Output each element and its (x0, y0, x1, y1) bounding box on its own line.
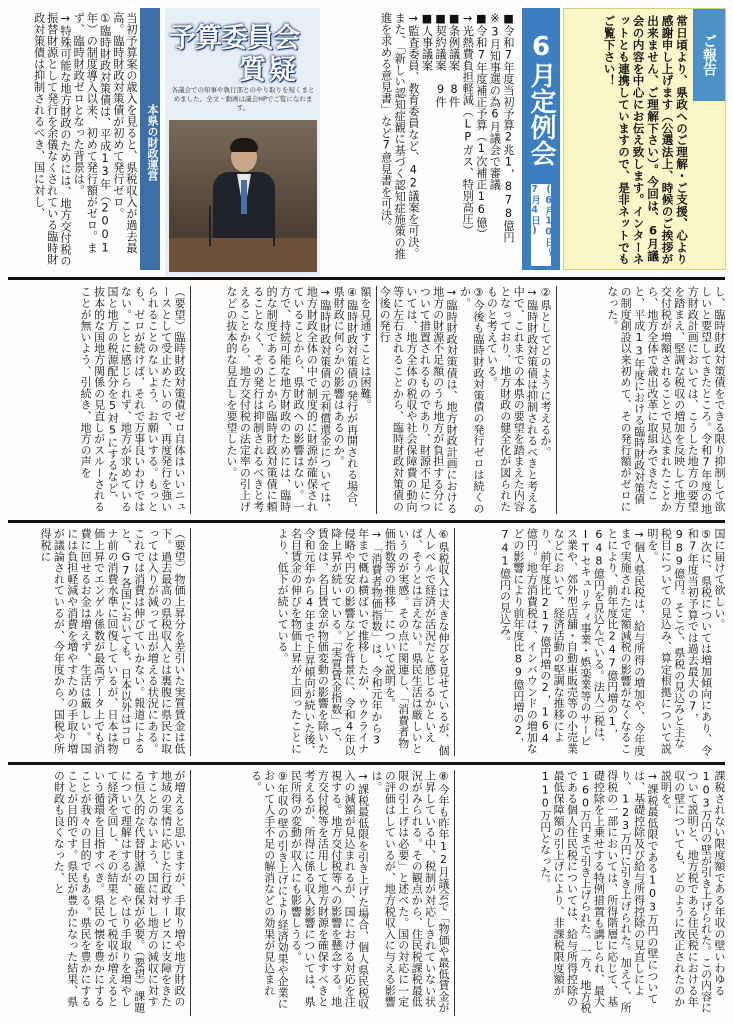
teiki-banner (522, 8, 560, 270)
budget-committee-section (165, 8, 320, 276)
row3-col2: ⑥県税収入は大きな伸びを見せているが、個人レベルで経済が活況だと感じるかといえば、そうとは言えない。県民生活は厳しいというのが実感。その点に関連し、「消費者物価指数等の推移」について説明を。 →「消費者物価指数」は、令和元年から3年まで概ね横ばいで推移したが、ウクライナ侵略や円安の影響などを背景に、令和4年以降上昇が続いている。「実質賃金指数」で、賃金は、名目賃金が物価変動の影響を除いた令和元年から4年まで上昇傾向が続いた後、名目賃金の伸びを物価上昇が上回ったことにより、低下が続いている。 (276, 528, 450, 756)
divider-1 (8, 277, 725, 280)
col-rule (556, 286, 557, 514)
row4-col3: が増えると思いますが、手取り増や地方財政の地域の実情に応じた行政サービスに支障をきたすことのないよう、国に対し地方の減収に対する恒久的な代替財源の確保が必要。（要望）課題について理解はするが、やはり手取りを増やして経済を回し、その結果として税収が増えるという循環を目指すべき。県民の懐を豊かにすることが我々の目的でもある。県民を豊かにすることが目的です。県民が豊かになった結果、県の財政も良くなった、と (52, 770, 186, 1014)
budget-committee-title (169, 14, 317, 86)
report-tag: ご報告 (693, 9, 725, 101)
section-caption: 各議会での知事や執行部とのやり取りを短くまとめました。全文・動画は議会HPでご覧になれます。 (171, 86, 315, 112)
col-rule (454, 528, 455, 756)
row2-col1: し、臨時財政対策債をできる限り抑制して欲しいと要望してきたところ。令和7年度の地方財政計画においては、こうした地方の要望を踏まえ、堅調な税収の増加を反映して地方交付税が増額されることで見込まれたことから、地方全体で歳出改革に取組みできたこと、平成13年度における臨時財政対策債の制度創設以来初めて、その発行額がゼロになった。 (605, 286, 726, 514)
row3-col1: 国に届けて欲しい。 ⑤次に、県税については増加傾向にあり、令和7年度当初予算では過去最大の7，989億円。そこで、県税の見込みと主な税目についての見込み、算定根拠について説明を。 →個人県民税は、給与所得の増加や、今年度まで実施された定額減税の影響がなくなることにより、前年度比247億円増の1，648億円を見込んでいる。法人二税は、ITセキュリティ事業・娯楽業等のサービス業や、郊外型店舗・自動車販売等の小売業などにおいて、経済活動の堅調な推移により、前年度比217億円増の2，164億円。地方消費税は、インバウンドの増加などの影響により前年度比89億円増の2，741億円の見込み。 (498, 528, 726, 756)
row2-col2: ②県としてどのように考えるか。 →臨時財政対策債は抑制されるべきと考える中で、これまでの本県の要望を踏まえた内容となっており、地方財政の健全化が図られたものと考えている。 ③今後も臨時財政対策債の発行ゼロは続くのか。 →臨時財政対策債は、地方財政計画における地方の財源不足額のうち地方が負担する分について措置されるものであり、財源不足については、地方全体の税収や社会保障費の動向等に左右されることから、臨時財政対策債の今後の発行 (378, 286, 552, 514)
row2-col4: （要望）臨時財政対策債ゼロ自体はいいニュースとして受止めたいので、再度発行を強いられることのないよう、お願いする。もっとも、ゼロが続けば、それで万事良いわけではない。ことに感じられず、地方が求めている国と地方の税源配分を5対5にするなど、抜本的な国地方関係の見直しがスルーされることが無いよう、引続き、地方の声を (79, 286, 186, 512)
col-rule (190, 770, 191, 1016)
row4-col1: 課税されない限度額である年収の壁いわゆる103万円の壁が引き上げられた。この内容について説明と、地方税である住民税における年収の壁についても、どのように改正されたのか説明を。 →課税最低限である103万円の壁については、基礎控除及び給与所得控除の見直しにより、123万円に引き上げられた。加えて、所得税の一部においては、所得階層に応じて、基礎控除を上乗せする特例措置も講じられ、最大160万円まで引き上げられた。一方、地方税である個人住民税については、給与所得控除の最低保障額の引上げにより、非課税限度額が110万円となった。 (538, 770, 726, 1014)
report-text: 常日頃より、県政へのご理解・ご支援、心より感謝申し上げます（公選法上、時候のご挨拶が出来ません、ご理解下さい）。今回は、6月議会の内容を中心にお伝え致します。インターネットとも連携していますので、是非ネットでもご覧下さい！ (602, 15, 689, 265)
row3-col3: （要望）物価上昇分を差引いた実質賃金は低下。過去最高の県税収入とは裏腹に県民に取っては入りが減って出が増える状況にある。これでは消費は伸びていかない。報道によると、G7各国においても、日本以外はコロナ前の消費水準に回復しているが、日本は物価上昇でエンゲル係数が最高データ上でも消費に回せるお金は増えず、生活は厳しい。国には負担軽減や消費を増やすための手取り増が議論されているが、今年度から、国税や所得税に (38, 528, 186, 754)
row2-col3: 額を見通すことは困難。 ④臨時財政対策債の発行が再開される場合、県財政に何らかの影響はあるのか。 →臨時財政対策債の元利償還金については、地方財政全体の中で制度的に財源が確保されていることから、県財政への影響はない。一方で、持続可能な地方財政のためには、臨時的な制度であることから臨時財政対策債に頼ることなく、その発行は抑制されるべきと考えることから、地方交付税の法定率の引上げなどの抜本的な見直しを要望したい。 (224, 286, 372, 514)
speaker-photo (169, 120, 317, 272)
title-line-2: 質疑 (239, 55, 299, 86)
topic-label: 本県の財政運営 (140, 8, 160, 270)
col-rule (454, 770, 455, 1016)
col-rule (376, 286, 377, 514)
divider-2 (8, 520, 725, 523)
col-rule (190, 528, 191, 756)
row4-col2: ⑧今年も昨年12月議会で「物価や最低賃金が上昇している中、税制が対応しきれていない状況がみられる。その観点から、住民税課税最低限の引上げは必要」と述べた。国の対応に一定の評価はしているが、地方税収入に与える影響は。 →課税最低限を引き上げた場合、個人県民税収入の減額が見込まれるが、国における対応を注視する。地方交付税等への影響を懸念する。地方交付税等を活用して地方財源を確保すべきと考えるが、所得に係る収入影響については、県民所得の変動が収入にも影響しうる。 ⑨年収の壁の引き上げにより経済効果や企業において人手不足の解消などの効果が見込まれる。 (249, 770, 450, 1014)
intro-text: 当初予算案の歳入を見ると、県税収入が過去最高。臨時財政対策債が初めて発行ゼロ。 ①臨時財政対策債は、平成13年（2001年）の制度導入以来、初めて発行額がゼロ。まず、臨時財政ゼロとなった背景は。 →特殊可能な地方財政のためには、地方交付税の振替財源として発行を余儀なくされている臨時財政対策債は抑制されるべき、国に対し、 (32, 12, 138, 267)
report-box (563, 8, 726, 270)
teiki-title: 6月定例会 (526, 32, 556, 166)
col-rule (190, 286, 191, 514)
teiki-dates: (6月10日〜7月4日) (531, 184, 551, 266)
title-line-1: 予算委員会 (169, 23, 299, 54)
divider-3 (8, 762, 725, 765)
session-summary: ■令和7年度当初予算2兆1，878億円 ※3月知事選の為6月議会で審議 ■令和7年度補正予算（1次補正16億） →光熱費負担軽減（LPガス、特別高圧） ■条例議案 8件 ■契約議案 9件 ■人事議案 →監査委員、教育委員など、42議案を可決。 また、「新しい認知症観に基づく認知症施策の推進を求める意見書」など7意見書を可決。 (379, 12, 515, 260)
